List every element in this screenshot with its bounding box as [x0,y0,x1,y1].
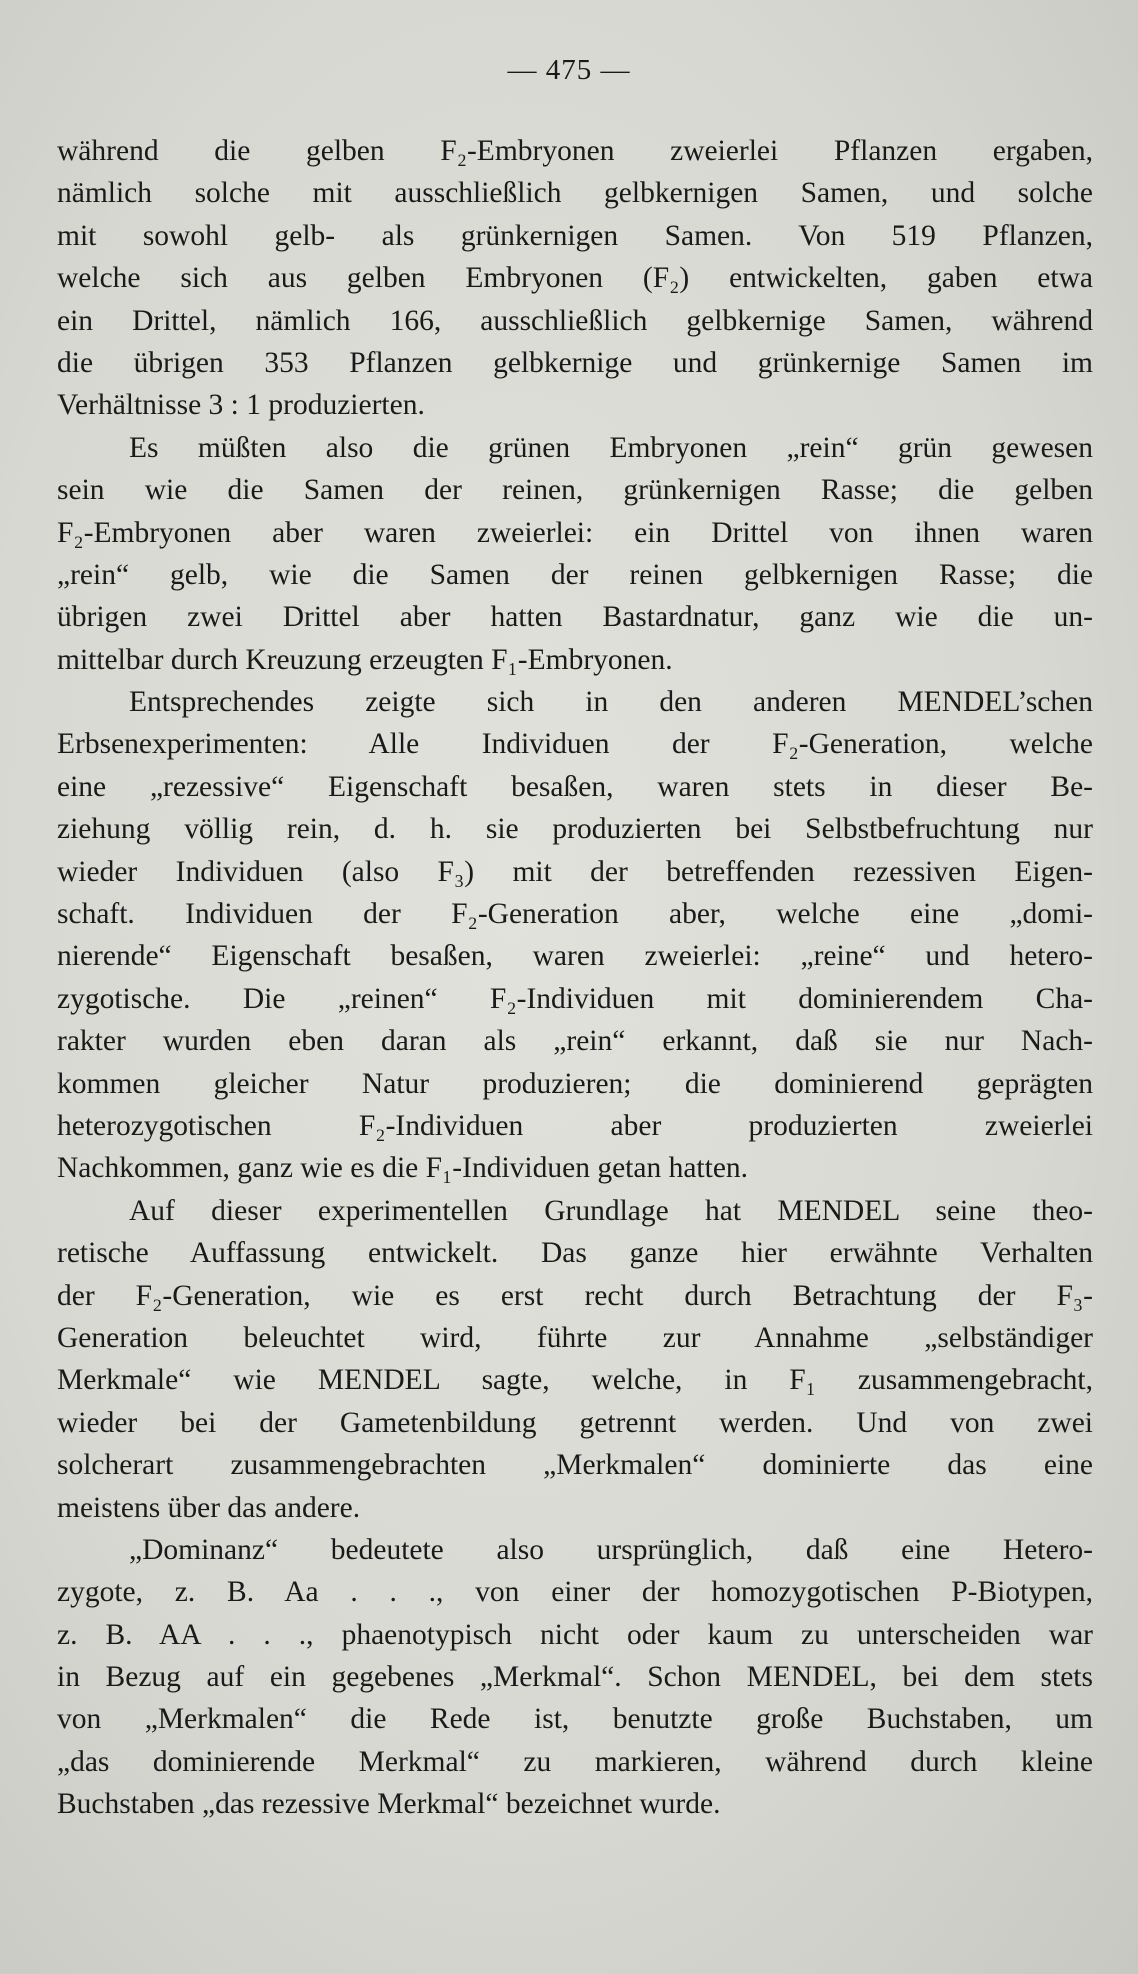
text-line: heterozygotischen F₂-Individuen aber produzierten zweierlei [57,1109,1093,1142]
text-line: sein wie die Samen der reinen, grünkernigen Rasse; die gelben [57,474,1093,507]
text-line: Entsprechendes zeigte sich in den anderen MENDEL’schen [129,686,1093,719]
text-line: „das dominierende Merkmal“ zu markieren, während durch kleine [57,1745,1093,1778]
text-line: Es müßten also die grünen Embryonen „rein“ grün gewesen [129,431,1093,464]
text-line: mittelbar durch Kreuzung erzeugten F₁-Embryonen. [57,643,673,676]
text-line: kommen gleicher Natur produzieren; die dominierend geprägten [57,1067,1093,1100]
paragraph [57,1529,1093,1826]
text-line: schaft. Individuen der F₂-Generation aber, welche eine „domi- [57,898,1093,931]
text-line: F₂-Embryonen aber waren zweierlei: ein Drittel von ihnen waren [57,516,1093,549]
text-line: Erbsenexperimenten: Alle Individuen der F₂-Generation, welche [57,728,1093,761]
text-line: wieder Individuen (also F₃) mit der betreffenden rezessiven Eigen- [57,855,1093,888]
text-line: die übrigen 353 Pflanzen gelbkernige und grünkernige Samen im [57,346,1093,379]
body-text [57,130,1093,1826]
text-line: „rein“ gelb, wie die Samen der reinen gelbkernigen Rasse; die [57,558,1093,591]
text-line: retische Auffassung entwickelt. Das ganze hier erwähnte Verhalten [57,1237,1093,1270]
text-line: zygotische. Die „reinen“ F₂-Individuen mit dominierendem Cha- [57,982,1093,1015]
text-line: rakter wurden eben daran als „rein“ erkannt, daß sie nur Nach- [57,1025,1093,1058]
text-line: „Dominanz“ bedeutete also ursprünglich, daß eine Hetero- [129,1533,1093,1566]
text-line: Verhältnisse 3 : 1 produzierten. [57,389,425,422]
text-line: der F₂-Generation, wie es erst recht durch Betrachtung der F₃- [57,1279,1093,1312]
text-line: Generation beleuchtet wird, führte zur Annahme „selbständiger [57,1321,1093,1354]
paragraph [57,130,1093,427]
text-line: zygote, z. B. Aa . . ., von einer der homozygotischen P-Biotypen, [57,1576,1093,1609]
text-line: nämlich solche mit ausschließlich gelbkernigen Samen, und solche [57,177,1093,210]
text-line: Buchstaben „das rezessive Merkmal“ bezeichnet wurde. [57,1788,721,1821]
text-line: ein Drittel, nämlich 166, ausschließlich gelbkernige Samen, während [57,304,1093,337]
text-line: Nachkommen, ganz wie es die F₁-Individuen getan hatten. [57,1152,749,1185]
text-line: nierende“ Eigenschaft besaßen, waren zweierlei: „reine“ und hetero- [57,940,1093,973]
text-line: wieder bei der Gametenbildung getrennt werden. Und von zwei [57,1406,1093,1439]
paragraph [57,427,1093,681]
text-line: z. B. AA . . ., phaenotypisch nicht oder kaum zu unterscheiden war [57,1618,1093,1651]
text-line: während die gelben F₂-Embryonen zweierlei Pflanzen ergaben, [57,135,1093,167]
text-line: ziehung völlig rein, d. h. sie produzierten bei Selbstbefruchtung nur [57,813,1093,846]
text-line: eine „rezessive“ Eigenschaft besaßen, waren stets in dieser Be- [57,770,1093,803]
text-line: übrigen zwei Drittel aber hatten Bastardnatur, ganz wie die un- [57,601,1093,634]
text-line: von „Merkmalen“ die Rede ist, benutzte große Buchstaben, um [57,1703,1093,1736]
text-line: welche sich aus gelben Embryonen (F₂) entwickelten, gaben etwa [57,262,1093,295]
paragraph [57,681,1093,1190]
text-line: Auf dieser experimentellen Grundlage hat MENDEL seine theo- [129,1194,1093,1227]
text-line: meistens über das andere. [57,1491,361,1524]
text-line: solcherart zusammengebrachten „Merkmalen“ dominierte das eine [57,1449,1093,1482]
text-line: Merkmale“ wie MENDEL sagte, welche, in F₁ zusammengebracht, [57,1364,1093,1397]
text-line: mit sowohl gelb- als grünkernigen Samen. Von 519 Pflanzen, [57,219,1093,252]
paragraph [57,1190,1093,1529]
page-number: — 475 — [507,54,631,86]
text-line: in Bezug auf ein gegebenes „Merkmal“. Schon MENDEL, bei dem stets [57,1661,1093,1694]
